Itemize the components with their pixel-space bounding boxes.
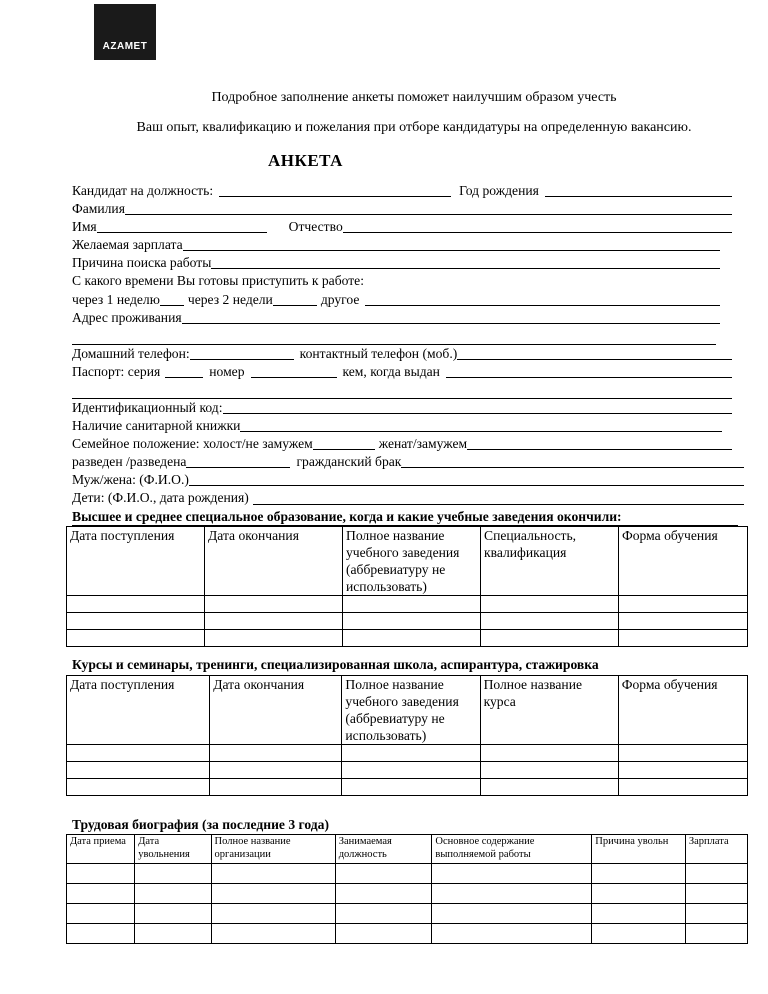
birth-year-label: Год рождения (459, 183, 539, 198)
passport-series-label: Паспорт: серия (72, 363, 161, 379)
marital-single-field[interactable] (313, 436, 375, 450)
education-table (66, 526, 748, 647)
header-cell: Основное содержание выполняемой работы (432, 835, 592, 864)
header-cell: Причина увольн (592, 835, 686, 864)
reason-field[interactable] (211, 255, 720, 269)
header-cell: Полное название организации (211, 835, 335, 864)
header-cell: Дата увольнения (135, 835, 211, 864)
header-cell: Занимаемая должность (335, 835, 432, 864)
header-cell: Форма обучения (618, 676, 747, 745)
header-cell: Дата окончания (210, 676, 342, 745)
birth-year-field[interactable] (545, 183, 732, 197)
passport-issued-label: кем, когда выдан (342, 363, 440, 379)
company-logo: AZAMET (94, 4, 156, 60)
courses-heading: Курсы и семинары, тренинги, специализированная школа, аспирантура, стажировка (72, 657, 599, 672)
home-phone-field[interactable] (190, 346, 294, 360)
table-header-row (67, 527, 748, 596)
work-history-table (66, 834, 748, 944)
header-cell: Специальность, квалификация (481, 527, 619, 596)
header-cell: Полное название курса (480, 676, 618, 745)
passport-issued-field[interactable] (446, 364, 732, 378)
questionnaire-form (72, 182, 732, 526)
one-week-option: через 1 неделю (72, 291, 160, 307)
header-cell: Полное название учебного заведения (аббревиатуру не использовать) (343, 527, 481, 596)
two-weeks-field[interactable] (273, 292, 317, 306)
education-heading: Высшее и среднее специальное образование, когда и какие учебные заведения окончили: (72, 509, 622, 524)
table-row[interactable] (67, 596, 748, 613)
other-option: другое (320, 291, 360, 307)
salary-field[interactable] (183, 237, 720, 251)
header-cell: Дата поступления (67, 527, 205, 596)
page-title: АНКЕТА (268, 151, 343, 170)
table-row[interactable] (67, 630, 748, 647)
address-field-continued[interactable] (72, 327, 716, 345)
header-cell: Полное название учебного заведения (аббревиатуру не использовать) (342, 676, 480, 745)
table-row[interactable] (67, 904, 748, 924)
mobile-label: контактный телефон (моб.) (299, 345, 458, 361)
marital-married-label: женат/замужем (378, 436, 468, 452)
id-code-label: Идентификационный код: (72, 399, 223, 415)
marital-married-field[interactable] (467, 436, 732, 450)
marital-civil-field[interactable] (401, 454, 744, 468)
two-weeks-option: через 2 недели (187, 291, 273, 307)
marital-divorced-field[interactable] (186, 454, 290, 468)
marital-divorced-label: разведен /разведена (72, 454, 187, 470)
home-phone-label: Домашний телефон: (72, 345, 190, 361)
one-week-field[interactable] (160, 292, 184, 306)
table-row[interactable] (67, 779, 748, 796)
health-book-label: Наличие санитарной книжки (72, 418, 241, 434)
start-question: С какого времени Вы готовы приступить к работе: (72, 273, 364, 289)
surname-label: Фамилия (72, 201, 125, 217)
table-header-row (67, 835, 748, 864)
address-field[interactable] (182, 310, 720, 324)
other-field[interactable] (365, 292, 720, 306)
table-row[interactable] (67, 762, 748, 779)
passport-issued-continued[interactable] (72, 381, 732, 399)
header-cell: Дата поступления (67, 676, 210, 745)
passport-number-label: номер (209, 363, 245, 379)
id-code-field[interactable] (223, 400, 733, 414)
header-cell: Зарплата (685, 835, 747, 864)
name-label: Имя (72, 219, 97, 235)
children-field[interactable] (253, 491, 744, 505)
marital-civil-label: гражданский брак (296, 454, 402, 470)
header-cell: Дата приема (67, 835, 135, 864)
position-field[interactable] (219, 183, 451, 197)
table-row[interactable] (67, 613, 748, 630)
intro-line-2: Ваш опыт, квалификацию и пожелания при отборе кандидатуры на определенную вакансию. (136, 120, 692, 135)
table-row[interactable] (67, 864, 748, 884)
name-field[interactable] (97, 219, 267, 233)
spouse-field[interactable] (189, 472, 744, 486)
patronymic-field[interactable] (343, 219, 732, 233)
passport-series-field[interactable] (165, 364, 203, 378)
passport-number-field[interactable] (251, 364, 337, 378)
table-row[interactable] (67, 924, 748, 944)
salary-label: Желаемая зарплата (72, 237, 183, 253)
patronymic-label: Отчество (288, 219, 343, 235)
mobile-field[interactable] (457, 346, 732, 360)
children-label: Дети: (Ф.И.О., дата рождения) (72, 490, 249, 506)
reason-label: Причина поиска работы (72, 255, 212, 271)
surname-field[interactable] (125, 201, 732, 215)
address-label: Адрес проживания (72, 309, 182, 325)
marital-single-label: Семейное положение: холост/не замужем (72, 436, 313, 452)
courses-table (66, 675, 748, 796)
spouse-label: Муж/жена: (Ф.И.О.) (72, 472, 189, 488)
table-row[interactable] (67, 884, 748, 904)
position-label: Кандидат на должность: (72, 183, 214, 198)
header-cell: Форма обучения (619, 527, 748, 596)
health-book-field[interactable] (240, 418, 722, 432)
table-header-row (67, 676, 748, 745)
work-heading: Трудовая биография (за последние 3 года) (72, 817, 329, 832)
header-cell: Дата окончания (205, 527, 343, 596)
intro-line-1: Подробное заполнение анкеты поможет наилучшим образом учесть (211, 90, 617, 105)
table-row[interactable] (67, 745, 748, 762)
